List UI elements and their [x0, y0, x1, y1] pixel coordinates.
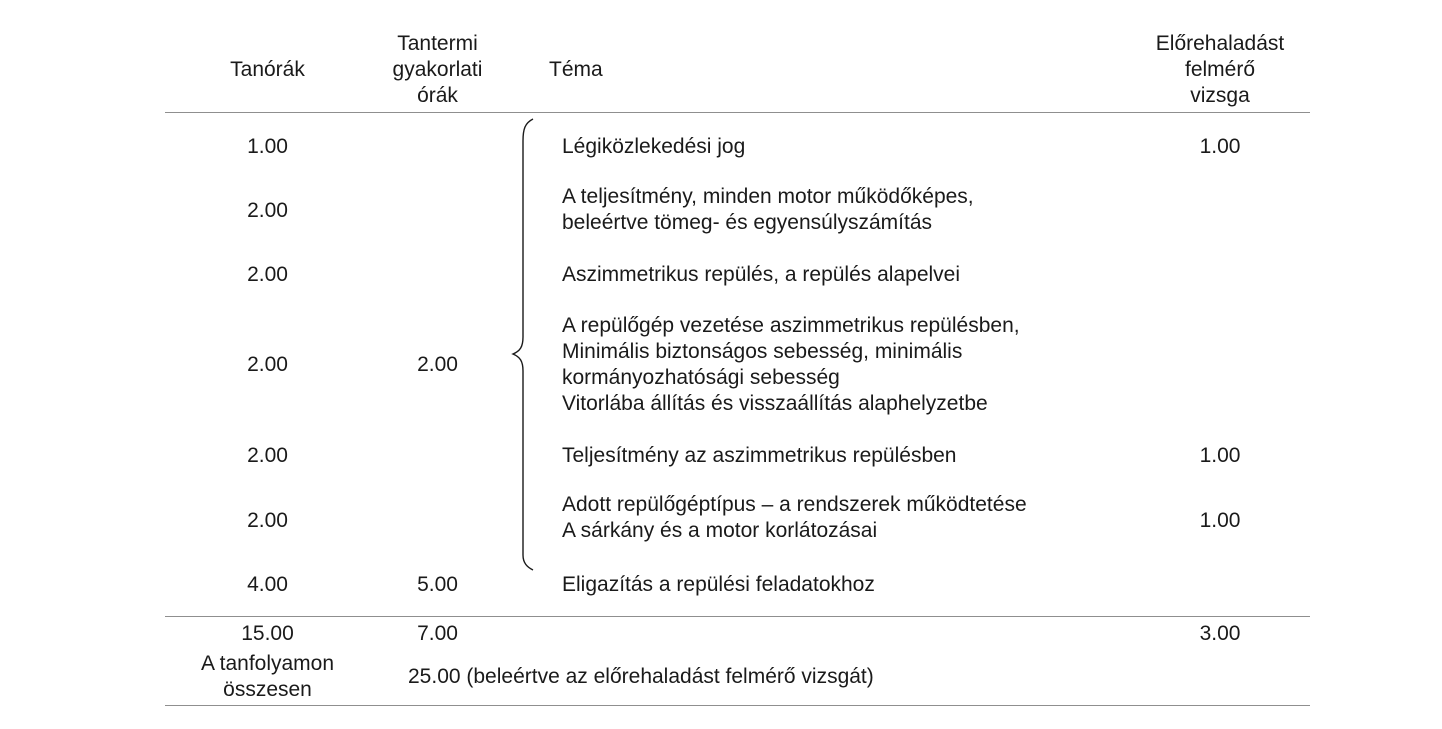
row-hours: 2.00 — [247, 444, 288, 467]
course-grand-total: 25.00 (beleértve az előrehaladást felmérő vizsgát) — [408, 665, 874, 688]
row-topic: Teljesítmény az aszimmetrikus repülésben — [562, 444, 957, 467]
header-exam-line: felmérő — [1184, 58, 1256, 81]
header-tantermi — [370, 31, 505, 109]
row-hours: 2.00 — [247, 263, 288, 286]
header-rule — [165, 112, 1310, 113]
row-hours: 2.00 — [247, 509, 288, 532]
row-hours: 2.00 — [247, 353, 288, 376]
row-topic-line: beleértve tömeg- és egyensúlyszámítás — [562, 211, 933, 234]
briefing-practical-hours: 5.00 — [417, 573, 458, 596]
row-exam: 1.00 — [1199, 509, 1241, 532]
total-hours: 15.00 — [241, 622, 294, 645]
row-topic-line: kormányozhatósági sebesség — [562, 366, 840, 389]
totals-rule — [165, 616, 1310, 617]
header-tantermi-line: órák — [417, 84, 458, 107]
bottom-rule — [165, 705, 1310, 706]
course-total-label-line: A tanfolyamon — [200, 652, 335, 675]
row-topic-line: Minimális biztonságos sebesség, minimális — [562, 340, 963, 363]
header-exam — [1130, 31, 1310, 109]
course-total-label-line: összesen — [223, 678, 312, 701]
row-topic — [562, 313, 1020, 417]
grouped-practical-hours: 2.00 — [417, 353, 458, 376]
row-exam: 1.00 — [1199, 135, 1241, 158]
row-hours: 2.00 — [247, 199, 288, 222]
row-topic: Eligazítás a repülési feladatokhoz — [562, 573, 875, 596]
total-practical: 7.00 — [417, 622, 458, 645]
row-hours: 4.00 — [247, 573, 288, 596]
row-topic — [562, 492, 1027, 544]
header-tantermi-line: gyakorlati — [392, 58, 483, 81]
row-topic-line: A teljesítmény, minden motor működőképes, — [562, 185, 974, 208]
row-topic-line: A repülőgép vezetése aszimmetrikus repülésben, — [562, 314, 1020, 337]
header-tema: Téma — [549, 58, 603, 81]
row-topic: Aszimmetrikus repülés, a repülés alapelvei — [562, 263, 961, 286]
row-topic: Légiközlekedési jog — [562, 135, 746, 158]
curly-brace-icon — [505, 115, 545, 575]
header-exam-line: Előrehaladást — [1155, 32, 1285, 55]
header-tanorak: Tanórák — [230, 58, 305, 81]
row-topic-line: A sárkány és a motor korlátozásai — [562, 519, 878, 542]
total-exam: 3.00 — [1199, 622, 1241, 645]
row-exam: 1.00 — [1199, 444, 1241, 467]
course-total-label — [165, 651, 370, 703]
header-tantermi-line: Tantermi — [397, 32, 478, 55]
row-topic-line: Vitorlába állítás és visszaállítás alaphelyzetbe — [562, 392, 988, 415]
header-exam-line: vizsga — [1190, 84, 1250, 107]
row-hours: 1.00 — [247, 135, 288, 158]
row-topic — [562, 184, 974, 236]
row-topic-line: Adott repülőgéptípus – a rendszerek működtetése — [562, 493, 1027, 516]
